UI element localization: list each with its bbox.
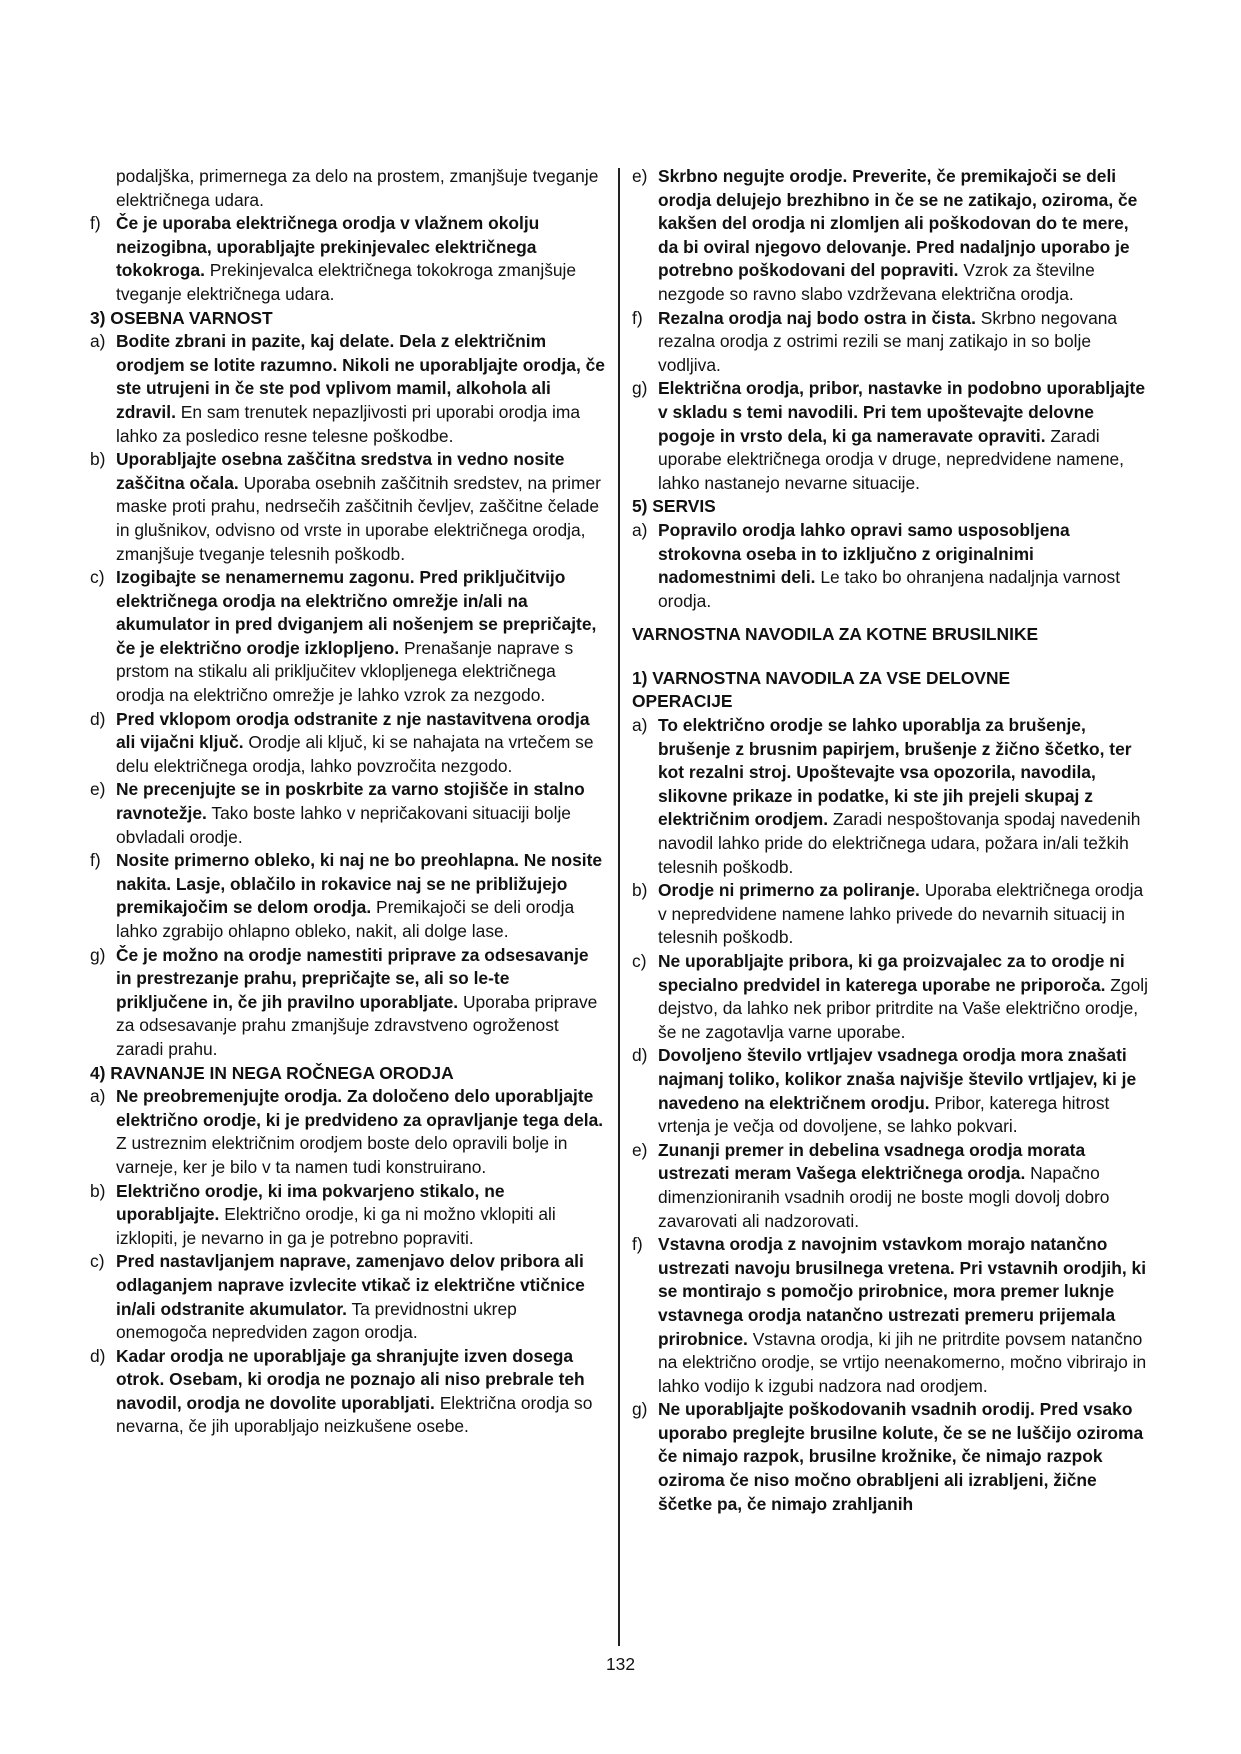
list-item-3c: c) Izogibajte se nenamernemu zagonu. Pred priključitvijo električnega orodja na električno omrežje in/ali na akumulator in pred dviganjem ali nošenjem se prepričajte, če je električno orodje izklopljeno. Prenašanje naprave s prstom na stikalu ali priključitev vklopljenega električnega orodja na električno omrežje je lahko vzrok za nezgodo. bbox=[90, 567, 597, 706]
list-item-1c: c) Ne uporabljajte pribora, ki ga proizvajalec za to orodje ni specialno predvidel in katerega uporabe ne priporoča. Zgolj dejstvo, da lahko nek pribor pritrdite na Vaše električno orodje, še ne zagotavlja varne uporabe. bbox=[632, 951, 1148, 1042]
section-heading-4: 4) RAVNANJE IN NEGA ROČNEGA ORODJA bbox=[90, 1062, 454, 1083]
list-item-3f: f) Nosite primerno obleko, ki naj ne bo preohlapna. Ne nosite nakita. Lasje, oblačilo in rokavice naj se ne približujejo premikajočim se delom orodja. Premikajoči se deli orodja lahko zgrabijo ohlapno obleko, nakit, ali dolge lase. bbox=[90, 850, 603, 941]
list-item-1a: a) To električno orodje se lahko uporablja za brušenje, brušenje z brusnim papirjem, brušenje z žično ščetko, ter kot rezalni stroj. Upoštevajte vsa opozorila, navodila, slikovne prikaze in podatke, ki ste jih prejeli skupaj z električnim orodjem. Zaradi nespoštovanja spodaj navedenih navodil lahko pride do električnega udara, požara in/ali težkih telesnih poškodb. bbox=[632, 715, 1141, 877]
intro-continuation: podaljška, primernega za delo na prostem, zmanjšuje tveganje električnega udara. bbox=[116, 166, 599, 210]
list-item-3d: d) Pred vklopom orodja odstranite z nje nastavitvena orodja ali vijačni ključ. Orodje ali ključ, ki se nahajata na vrtečem se delu električnega orodja, lahko povzročita nezgodo. bbox=[90, 708, 594, 776]
list-item-4b: b) Električno orodje, ki ima pokvarjeno stikalo, ne uporabljajte. Električno orodje, ki ga ni možno vklopiti ali izklopiti, je nevarno in ga je potrebno popraviti. bbox=[90, 1180, 556, 1248]
list-item-1g: g) Ne uporabljajte poškodovanih vsadnih orodij. Pred vsako uporabo preglejte brusilne kolute, če se ne luščijo oziroma če nimajo razpok, brusilne krožnike, če nimajo razpok oziroma če niso močno obrabljeni ali izrabljeni, žične ščetke pa, če nimajo zrahljanih bbox=[632, 1399, 1144, 1514]
list-item-4e: e) Skrbno negujte orodje. Preverite, če premikajoči se deli orodja delujejo brezhibno in če se ne zatikajo, oziroma, če kakšen del orodja ni zlomljen ali poškodovan do te mere, da bi oviral njegovo delovanje. Pred nadaljnjo uporabo je potrebno poškodovani del popraviti. Vzrok za številne nezgode so ravno slabo vzdrževana električna orodja. bbox=[632, 166, 1138, 304]
list-item-3e: e) Ne precenjujte se in poskrbite za varno stojišče in stalno ravnotežje. Tako boste lahko v nepričakovani situaciji bolje obvladali orodje. bbox=[90, 779, 585, 847]
column-divider bbox=[618, 168, 620, 1646]
right-column bbox=[632, 165, 1152, 1516]
list-item-4d: d) Kadar orodja ne uporabljaje ga shranjujte izven dosega otrok. Osebam, ki orodja ne poznajo ali niso prebrale teh navodil, orodja ne dovolite uporabljati. Električna orodja so nevarna, če jih uporabljajo neizkušene osebe. bbox=[90, 1345, 593, 1437]
left-column bbox=[90, 165, 605, 1439]
list-item-4c: c) Pred nastavljanjem naprave, zamenjavo delov pribora ali odlaganjem naprave izvlecite vtikač iz električne vtičnice in/ali odstranite akumulator. Ta previdnostni ukrep onemogoča nepredviden zagon orodja. bbox=[90, 1251, 585, 1343]
list-item-3a: a) Bodite zbrani in pazite, kaj delate. Dela z električnim orodjem se lotite razumno. Nikoli ne uporabljajte orodja, če ste utrujeni in če ste pod vplivom mamil, alkohola ali zdravil. En sam trenutek nepazljivosti pri uporabi orodja ima lahko za posledico resne telesne poškodbe. bbox=[90, 331, 605, 446]
list-item-1b: b) Orodje ni primerno za poliranje. Uporaba električnega orodja v nepredvidene namene lahko privede do nevarnih situacij in telesnih poškodb. bbox=[632, 880, 1144, 948]
main-heading: VARNOSTNA NAVODILA ZA KOTNE BRUSILNIKE bbox=[632, 624, 1039, 645]
section-heading-3: 3) OSEBNA VARNOST bbox=[90, 307, 273, 328]
list-item-4g: g) Električna orodja, pribor, nastavke in podobno uporabljajte v skladu s temi navodili. Pri tem upoštevajte delovne pogoje in vrsto dela, ki ga nameravate opraviti. Zaradi uporabe električnega orodja v druge, nepredvidene namene, lahko nastanejo nevarne situacije. bbox=[632, 378, 1146, 493]
list-item-3g: g) Če je možno na orodje namestiti priprave za odsesavanje in prestrezanje prahu, prepričajte se, ali so le-te priključene in, če jih pravilno uporabljate. Uporaba priprave za odsesavanje prahu zmanjšuje zdravstveno ogroženost zaradi prahu. bbox=[90, 944, 598, 1059]
sub-heading: 1) VARNOSTNA NAVODILA ZA VSE DELOVNE OPERACIJE bbox=[632, 667, 1011, 712]
list-item-4f: f) Rezalna orodja naj bodo ostra in čista. Skrbno negovana rezalna orodja z ostrimi rezili se manj zatikajo in so bolje vodljiva. bbox=[632, 307, 1118, 375]
section-heading-5: 5) SERVIS bbox=[632, 496, 716, 517]
list-item-3b: b) Uporabljajte osebna zaščitna sredstva in vedno nosite zaščitna očala. Uporaba osebnih zaščitnih sredstev, na primer maske proti prahu, nedrsečih zaščitnih čevljev, zaščitne čelade in glušnikov, odvisno od vrste in uporabe električnega orodja, zmanjšuje tveganje telesnih poškodb. bbox=[90, 449, 601, 564]
list-item-1f: f) Vstavna orodja z navojnim vstavkom morajo natančno ustrezati navoju brusilnega vretena. Pri vstavnih orodjih, ki se montirajo s pomočjo prirobnice, mora premer luknje vstavnega orodja natančno ustrezati premeru prijemala prirobnice. Vstavna orodja, ki jih ne pritrdite povsem natančno na električno orodje, se vrtijo neenakomerno, močno vibrirajo in lahko vodijo k izgubi nadzora nad orodjem. bbox=[632, 1234, 1147, 1396]
list-item-1d: d) Dovoljeno število vrtljajev vsadnega orodja mora znašati najmanj toliko, kolikor znaša najvišje število vrtljajev, ki je navedeno na električnem orodju. Pribor, katerega hitrost vrtenja je večja od dovoljene, se lahko pokvari. bbox=[632, 1045, 1137, 1137]
page-number: 132 bbox=[605, 1654, 635, 1674]
list-item-4a: a) Ne preobremenjujte orodja. Za določeno delo uporabljajte električno orodje, ki je predvideno za opravljanje tega dela. Z ustreznim električnim orodjem boste delo opravili bolje in varneje, ker je bilo v ta namen tudi konstruirano. bbox=[90, 1086, 604, 1177]
list-item-1e: e) Zunanji premer in debelina vsadnega orodja morata ustrezati meram Vašega električnega orodja. Napačno dimenzioniranih vsadnih orodij ne boste mogli dovolj dobro zavarovati ali nadzorovati. bbox=[632, 1139, 1110, 1231]
list-item-2f: f) Če je uporaba električnega orodja v vlažnem okolju neizogibna, uporabljajte prekinjevalec električnega tokokroga. Prekinjevalca električnega tokokroga zmanjšuje tveganje električnega udara. bbox=[90, 213, 577, 304]
list-item-5a: a) Popravilo orodja lahko opravi samo usposobljena strokovna oseba in to izključno z originalnimi nadomestnimi deli. Le tako bo ohranjena nadaljnja varnost orodja. bbox=[632, 519, 1121, 611]
